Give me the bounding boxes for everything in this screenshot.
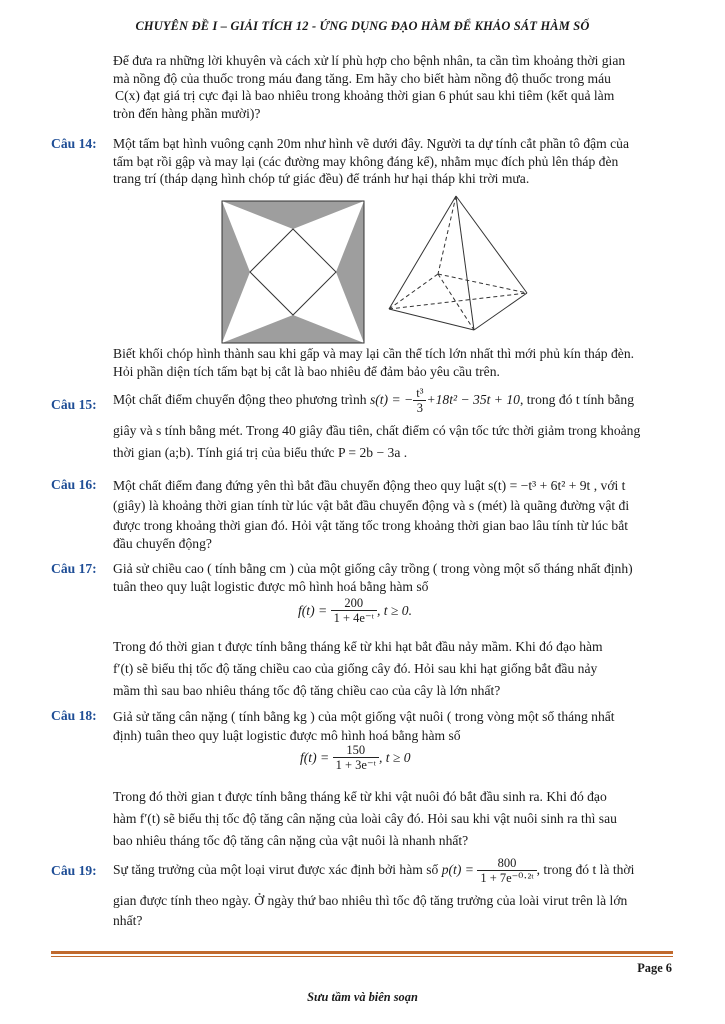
text-run: Một chất điểm chuyển động theo phương trình (113, 392, 367, 408)
intro-line: mà nồng độ của thuốc trong máu đang tăng. Em hãy cho biết hàm nồng độ thuốc trong máu (113, 70, 611, 86)
formula-denominator: 1 + 4e⁻ᵗ (333, 611, 374, 625)
question-18-label: Câu 18: (51, 708, 97, 723)
question-16-text (113, 476, 673, 551)
text-run: , trong đó t là thời (536, 862, 635, 878)
formula-rhs: +18t² − 35t + 10 (426, 392, 520, 408)
formula-rhs: , t ≥ 0. (376, 602, 412, 618)
question-line: thời gian (a;b). Tính giá trị của biểu thức P = 2b − 3a . (113, 444, 408, 460)
question-line: mầm thì sau bao nhiêu tháng tốc độ tăng chiều cao của cây là lớn nhất? (113, 683, 501, 698)
formula-lhs: f(t) = (300, 749, 330, 765)
text-run: Sự tăng trưởng của một loại virut được xác định bởi hàm số (113, 862, 439, 878)
question-19-text (113, 850, 673, 930)
formula-denominator: 3 (416, 400, 423, 415)
formula-numerator: 150 (333, 743, 379, 758)
question-18-text-cont (113, 786, 673, 852)
page-header: CHUYÊN ĐỀ I – GIẢI TÍCH 12 - ỨNG DỤNG ĐẠO HÀM ĐỂ KHẢO SÁT HÀM SỐ (135, 19, 590, 33)
question-17-label: Câu 17: (51, 561, 97, 576)
footer-rule-thin (51, 956, 673, 957)
question-line: giây và s tính bằng mét. Trong 40 giây đầu tiên, chất điểm có vận tốc tức thời giảm trong khoảng (113, 423, 641, 438)
formula-rhs: , t ≥ 0 (378, 749, 411, 765)
question-line: Giả sử chiều cao ( tính bằng cm ) của một giống cây trồng ( trong vòng một số tháng nhất định) (113, 561, 633, 576)
formula-numerator: t³ (413, 386, 426, 401)
formula-denominator: 1 + 3e⁻ᵗ (335, 758, 376, 772)
question-line: Biết khối chóp hình thành sau khi gấp và may lại cần thể tích lớn nhất thì mới phủ kín tháp đèn. (113, 346, 635, 361)
question-line: trang trí (tháp dạng hình chóp tứ giác đều) để tránh hư hại tháp khi trời mưa. (113, 171, 530, 186)
formula-lhs: f(t) = (298, 602, 328, 618)
formula-fraction (331, 596, 377, 625)
intro-line: Để đưa ra những lời khuyên và cách xử lí phù hợp cho bệnh nhân, ta cần tìm khoảng thời gian (113, 53, 626, 68)
question-line: Trong đó thời gian t được tính bằng tháng kể từ khi hạt bắt đầu nảy mầm. Khi đó đạo hàm (113, 639, 603, 654)
formula-numerator: 200 (331, 596, 377, 611)
pyramid-diagram (389, 196, 527, 330)
question-18-text (113, 707, 673, 745)
text-run: , trong đó t tính bằng (519, 392, 635, 408)
question-line: Một tấm bạt hình vuông cạnh 20m như hình vẽ dưới đây. Người ta dự tính cắt phần tô đậm của (113, 136, 630, 151)
question-line: Giả sử tăng cân nặng ( tính bằng kg ) của một giống vật nuôi ( trong vòng một số tháng nhất (113, 709, 615, 724)
question-19-label: Câu 19: (51, 863, 97, 878)
question-line: gian được tính theo ngày. Ở ngày thứ bao nhiêu thì tốc độ tăng trưởng của loài virut trên là lớn (113, 893, 628, 908)
intro-line: tròn đến hàng phần mười)? (113, 105, 261, 121)
question-17-text (113, 560, 673, 595)
tarp-square-diagram (222, 201, 364, 343)
question-17-text-cont (113, 636, 673, 702)
formula-denominator: 1 + 7e⁻⁰·²ᵗ (480, 870, 534, 885)
question-line: (giây) là khoảng thời gian tính từ lúc vật bắt đầu chuyển động và s (mét) là quãng đường vật đi (113, 498, 630, 513)
footer-credit: Sưu tầm và biên soạn (307, 990, 418, 1004)
formula-numerator: 800 (477, 856, 536, 871)
question-line (113, 382, 673, 418)
question-15-label: Câu 15: (51, 397, 97, 412)
formula-lhs: p(t) = (441, 862, 474, 878)
question-line: Hỏi phần diện tích tấm bạt bị cắt là bao nhiêu để đảm bảo yêu cầu trên. (113, 363, 500, 379)
question-line: đầu chuyển động? (113, 536, 212, 551)
formula-fraction (413, 386, 426, 415)
formula-fraction (333, 743, 379, 772)
formula-fraction (477, 856, 536, 885)
question-line: nhất? (113, 913, 143, 928)
intro-line: C(x) đạt giá trị cực đại là bao nhiêu trong khoảng thời gian 6 phút sau khi tiêm (kết quả làm (115, 88, 615, 103)
question-line: hàm f′(t) sẽ biểu thị tốc độ tăng cân nặng của loài cây đó. Hỏi sau khi vật nuôi sinh ra thì sau (113, 811, 617, 826)
question-line: tuân theo quy luật logistic được mô hình hoá bằng hàm số (113, 578, 429, 594)
question-14-label: Câu 14: (51, 136, 97, 151)
question-15-text (113, 382, 673, 461)
question-line: bao nhiêu tháng tốc độ tăng cân nặng của vật nuôi là nhanh nhất? (113, 833, 469, 848)
footer-rule-thick (51, 951, 673, 954)
question-18-formula (300, 743, 411, 772)
question-line: f′(t) sẽ biểu thị tốc độ tăng chiều cao của giống cây đó. Hỏi sau khi hạt giống bắt đầu nảy (113, 661, 598, 676)
question-line (113, 850, 673, 890)
question-line: được trong khoảng thời gian đó. Hỏi vật tăng tốc trong khoảng thời gian bao lâu tính từ lúc bắt (113, 518, 629, 533)
question-17-formula (298, 596, 412, 625)
question-line: tấm bạt rồi gập và may lại (các đường may không đáng kể), nhằm mục đích phủ lên tháp đèn (113, 153, 619, 169)
question-16-label: Câu 16: (51, 477, 97, 492)
formula-lhs: s(t) = − (369, 392, 414, 408)
question-line: Một chất điểm đang đứng yên thì bắt đầu chuyển động theo quy luật s(t) = −t³ + 6t² + 9t , với t (113, 478, 626, 493)
question-line: Trong đó thời gian t được tính bằng tháng kể từ khi vật nuôi đó bắt đầu sinh ra. Khi đó đạo (113, 789, 607, 804)
question-14-figures (0, 0, 725, 345)
question-line: định) tuân theo quy luật logistic được mô hình hoá bằng hàm số (113, 728, 461, 743)
page-number: Page 6 (637, 961, 672, 975)
question-14-followup (113, 345, 673, 380)
